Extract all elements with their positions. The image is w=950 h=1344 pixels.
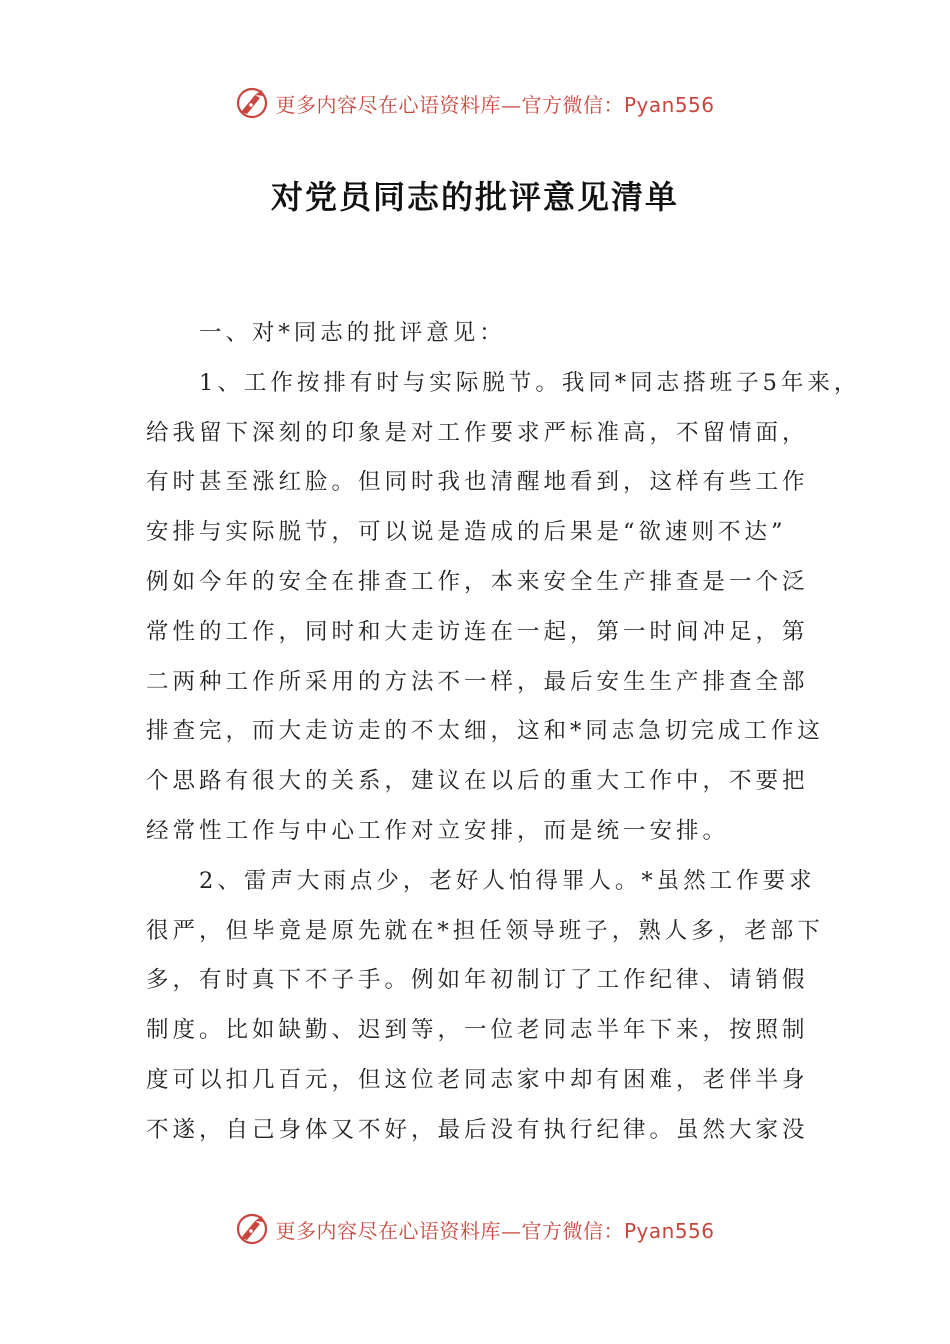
wechat-id: Pyan556 — [623, 1218, 715, 1243]
text-line: 不遂，自己身体又不好，最后没有执行纪律。虽然大家没 — [146, 1116, 809, 1143]
text-line: 安排与实际脱节，可以说是造成的后果是“欲速则不达” — [146, 519, 787, 546]
watermark-text: 更多内容尽在心语资料库—官方微信：Pyan556 — [275, 1218, 715, 1243]
text-line: 多，有时真下不子手。例如年初制订了工作纪律、请销假 — [146, 967, 809, 994]
pen-nib-circle-icon — [235, 1212, 269, 1246]
text-line: 很严，但毕竟是原先就在*担任领导班子，熟人多，老部下 — [146, 917, 824, 944]
pen-nib-circle-icon — [235, 86, 269, 120]
text-line: 常性的工作，同时和大走访连在一起，第一时间冲足，第 — [146, 618, 809, 645]
text-line: 1、工作按排有时与实际脱节。我同*同志搭班子5年来， — [199, 369, 861, 396]
text-line: 排查完，而大走访走的不太细，这和*同志急切完成工作这 — [146, 718, 824, 745]
text-line: 2、雷声大雨点少，老好人怕得罪人。*虽然工作要求 — [199, 867, 816, 894]
text-line: 给我留下深刻的印象是对工作要求严标准高，不留情面， — [146, 419, 809, 446]
watermark-banner-top — [0, 83, 950, 123]
text-line: 一、对*同志的批评意见： — [199, 320, 506, 346]
text-line: 个思路有很大的关系，建议在以后的重大工作中，不要把 — [146, 768, 809, 795]
text-line: 制度。比如缺勤、迟到等，一位老同志半年下来，按照制 — [146, 1017, 809, 1044]
watermark-text: 更多内容尽在心语资料库—官方微信：Pyan556 — [275, 92, 715, 117]
text-line: 度可以扣几百元，但这位老同志家中却有困难，老伴半身 — [146, 1066, 809, 1093]
document-title: 对党员同志的批评意见清单 — [270, 178, 679, 216]
document-body — [146, 309, 861, 1156]
wechat-id: Pyan556 — [623, 92, 715, 117]
watermark-banner-bottom — [0, 1209, 950, 1249]
text-line: 二两种工作所采用的方法不一样，最后安生生产排查全部 — [146, 668, 809, 695]
text-line: 经常性工作与中心工作对立安排，而是统一安排。 — [146, 817, 730, 844]
text-line: 例如今年的安全在排查工作，本来安全生产排查是一个泛 — [146, 568, 809, 595]
text-line: 有时甚至涨红脸。但同时我也清醒地看到，这样有些工作 — [146, 469, 809, 496]
